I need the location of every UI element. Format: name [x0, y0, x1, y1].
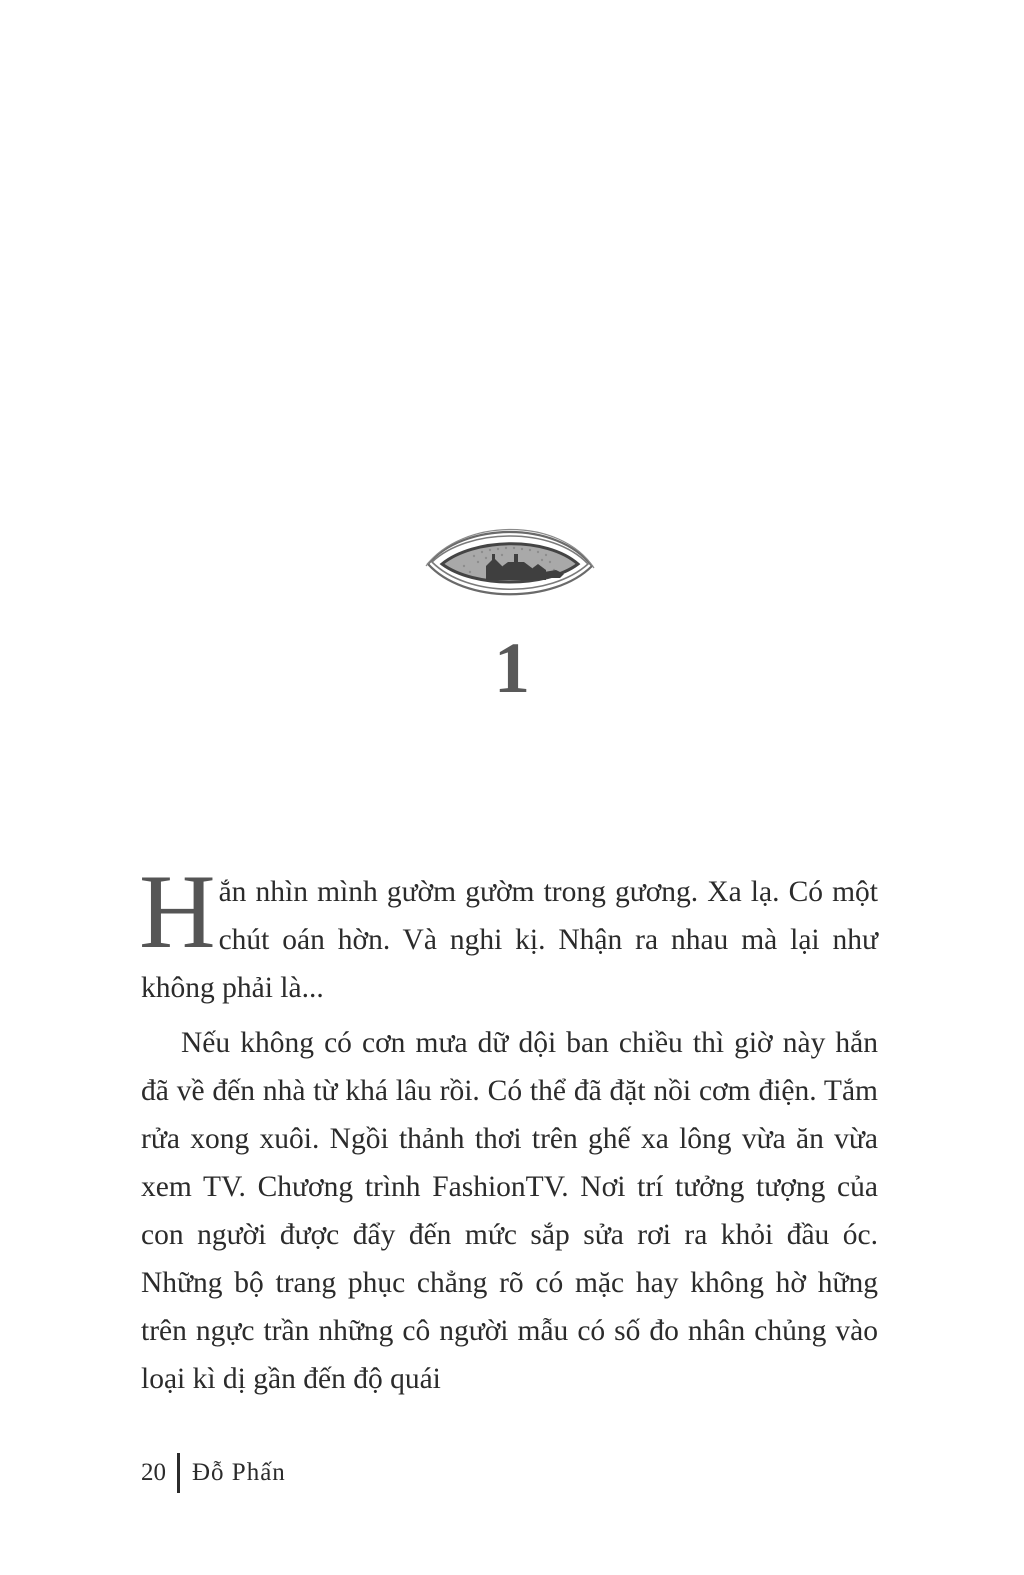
paragraph-text: ắn nhìn mình gườm gườm trong gương. Xa lạ. Có một chút oán hờn. Và nghi kị. Nhận ra nhau mà lại như không phải là... — [141, 876, 878, 1004]
body-text — [139, 853, 878, 1403]
chapter-number: 1 — [494, 628, 530, 708]
paragraph — [139, 853, 878, 1012]
page-number: 20 — [141, 1459, 166, 1486]
drop-cap: H — [139, 853, 216, 970]
author-name: Đỗ Phấn — [192, 1459, 286, 1486]
page-footer — [141, 1453, 286, 1493]
eye-icon — [424, 518, 596, 604]
footer-divider — [177, 1453, 180, 1493]
paragraph: Nếu không có cơn mưa dữ dội ban chiều thì giờ này hắn đã về đến nhà từ khá lâu rồi. Có thể đã đặt nồi cơm điện. Tắm rửa xong xuôi. Ngồi thảnh thơi trên ghế xa lông vừa ăn vừa xem TV. Chương trình FashionTV. Nơi trí tưởng tượng của con người được đẩy đến mức sắp sửa rơi ra khỏi đầu óc. Những bộ trang phục chẳng rõ có mặc hay không hờ hững trên ngực trần những cô người mẫu có số đo nhân chủng vào loại kì dị gần đến độ quái — [141, 1027, 878, 1395]
